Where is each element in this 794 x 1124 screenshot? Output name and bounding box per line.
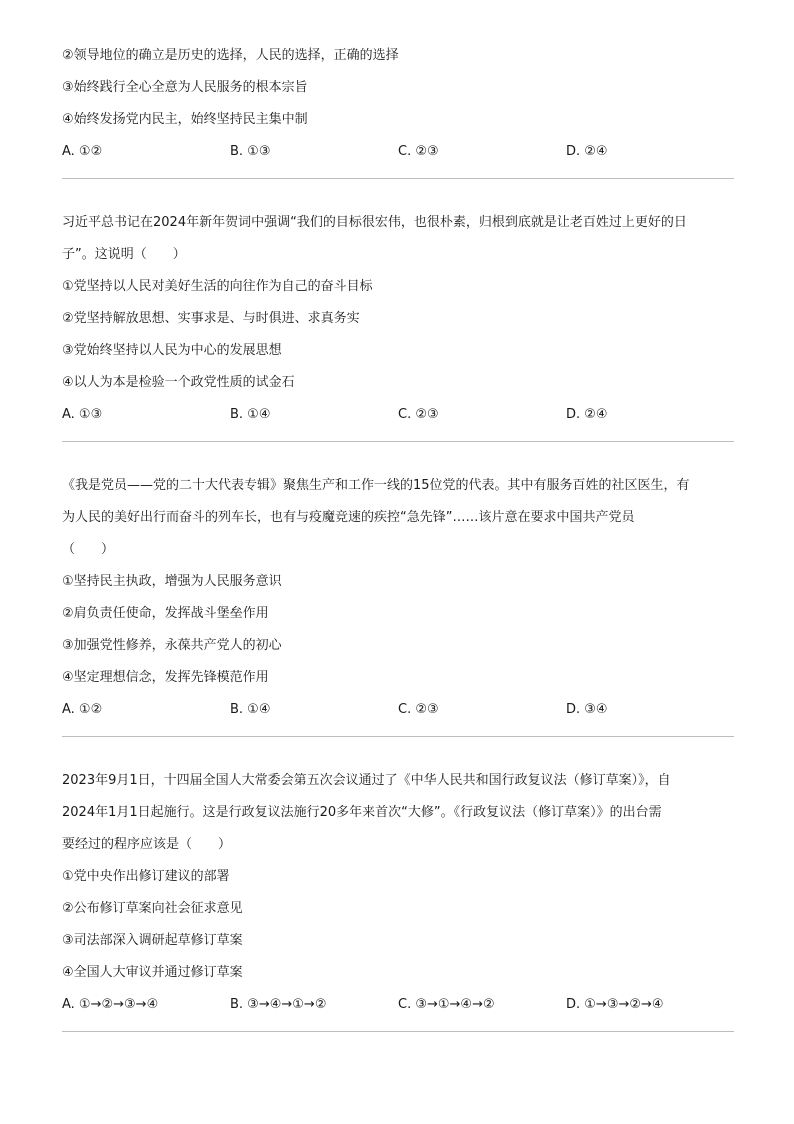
option-b: B. ①③ — [230, 144, 271, 159]
answer-options — [62, 989, 734, 1021]
choice-item: ①坚持民主执政，增强为人民服务意识 — [62, 574, 282, 589]
divider — [62, 441, 734, 442]
question-block-3 — [62, 765, 734, 1021]
choice-item: ②公布修订草案向社会征求意见 — [62, 901, 243, 916]
divider — [62, 736, 734, 737]
question-block-1 — [62, 207, 734, 431]
option-d: D. ②④ — [566, 144, 608, 159]
question-stem-line: 《我是党员——党的二十大代表专辑》聚焦生产和工作一线的15位党的代表。其中有服务百姓的社区医生，有 — [62, 478, 690, 493]
choice-item: ④始终发扬党内民主，始终坚持民主集中制 — [62, 112, 308, 127]
choice-item: ③始终践行全心全意为人民服务的根本宗旨 — [62, 80, 308, 95]
option-b: B. ③→④→①→② — [230, 997, 327, 1012]
question-block-0 — [62, 40, 734, 168]
question-block-2 — [62, 470, 734, 726]
document-page — [62, 40, 734, 1060]
question-stem-line: 为人民的美好出行而奋斗的列车长，也有与疫魔竞速的疾控“急先锋”……该片意在要求中国共产党员 — [62, 510, 635, 525]
question-stem-line: 习近平总书记在2024年新年贺词中强调“我们的目标很宏伟，也很朴素，归根到底就是让老百姓过上更好的日 — [62, 215, 687, 230]
question-stem-line: 子”。这说明（ ） — [62, 247, 186, 262]
choice-item: ②肩负责任使命，发挥战斗堡垒作用 — [62, 606, 269, 621]
option-d: D. ②④ — [566, 407, 608, 422]
question-stem-line: 2023年9月1日，十四届全国人大常委会第五次会议通过了《中华人民共和国行政复议法（修订草案）》，自 — [62, 773, 671, 788]
option-c: C. ③→①→④→② — [398, 997, 495, 1012]
answer-options — [62, 694, 734, 726]
choice-item: ①党坚持以人民对美好生活的向往作为自己的奋斗目标 — [62, 279, 373, 294]
option-d: D. ①→③→②→④ — [566, 997, 664, 1012]
question-stem-line: （ ） — [62, 542, 115, 557]
option-a: A. ①② — [62, 144, 103, 159]
choice-item: ④全国人大审议并通过修订草案 — [62, 965, 243, 980]
choice-item: ③党始终坚持以人民为中心的发展思想 — [62, 343, 282, 358]
answer-options — [62, 399, 734, 431]
option-c: C. ②③ — [398, 144, 439, 159]
question-stem-line: 2024年1月1日起施行。这是行政复议法施行20多年来首次“大修”。《行政复议法（修订草案）》的出台需 — [62, 805, 662, 820]
option-b: B. ①④ — [230, 407, 271, 422]
choice-item: ①党中央作出修订建议的部署 — [62, 869, 230, 884]
option-b: B. ①④ — [230, 702, 271, 717]
option-d: D. ③④ — [566, 702, 608, 717]
answer-options — [62, 136, 734, 168]
option-c: C. ②③ — [398, 702, 439, 717]
choice-item: ④坚定理想信念，发挥先锋模范作用 — [62, 670, 269, 685]
option-a: A. ①→②→③→④ — [62, 997, 159, 1012]
option-a: A. ①② — [62, 702, 103, 717]
question-stem-line: 要经过的程序应该是（ ） — [62, 837, 232, 852]
divider — [62, 1031, 734, 1032]
option-a: A. ①③ — [62, 407, 103, 422]
option-c: C. ②③ — [398, 407, 439, 422]
choice-item: ③司法部深入调研起草修订草案 — [62, 933, 243, 948]
choice-item: ③加强党性修养，永葆共产党人的初心 — [62, 638, 282, 653]
choice-item: ②领导地位的确立是历史的选择，人民的选择，正确的选择 — [62, 48, 399, 63]
choice-item: ④以人为本是检验一个政党性质的试金石 — [62, 375, 295, 390]
divider — [62, 178, 734, 179]
choice-item: ②党坚持解放思想、实事求是、与时俱进、求真务实 — [62, 311, 360, 326]
